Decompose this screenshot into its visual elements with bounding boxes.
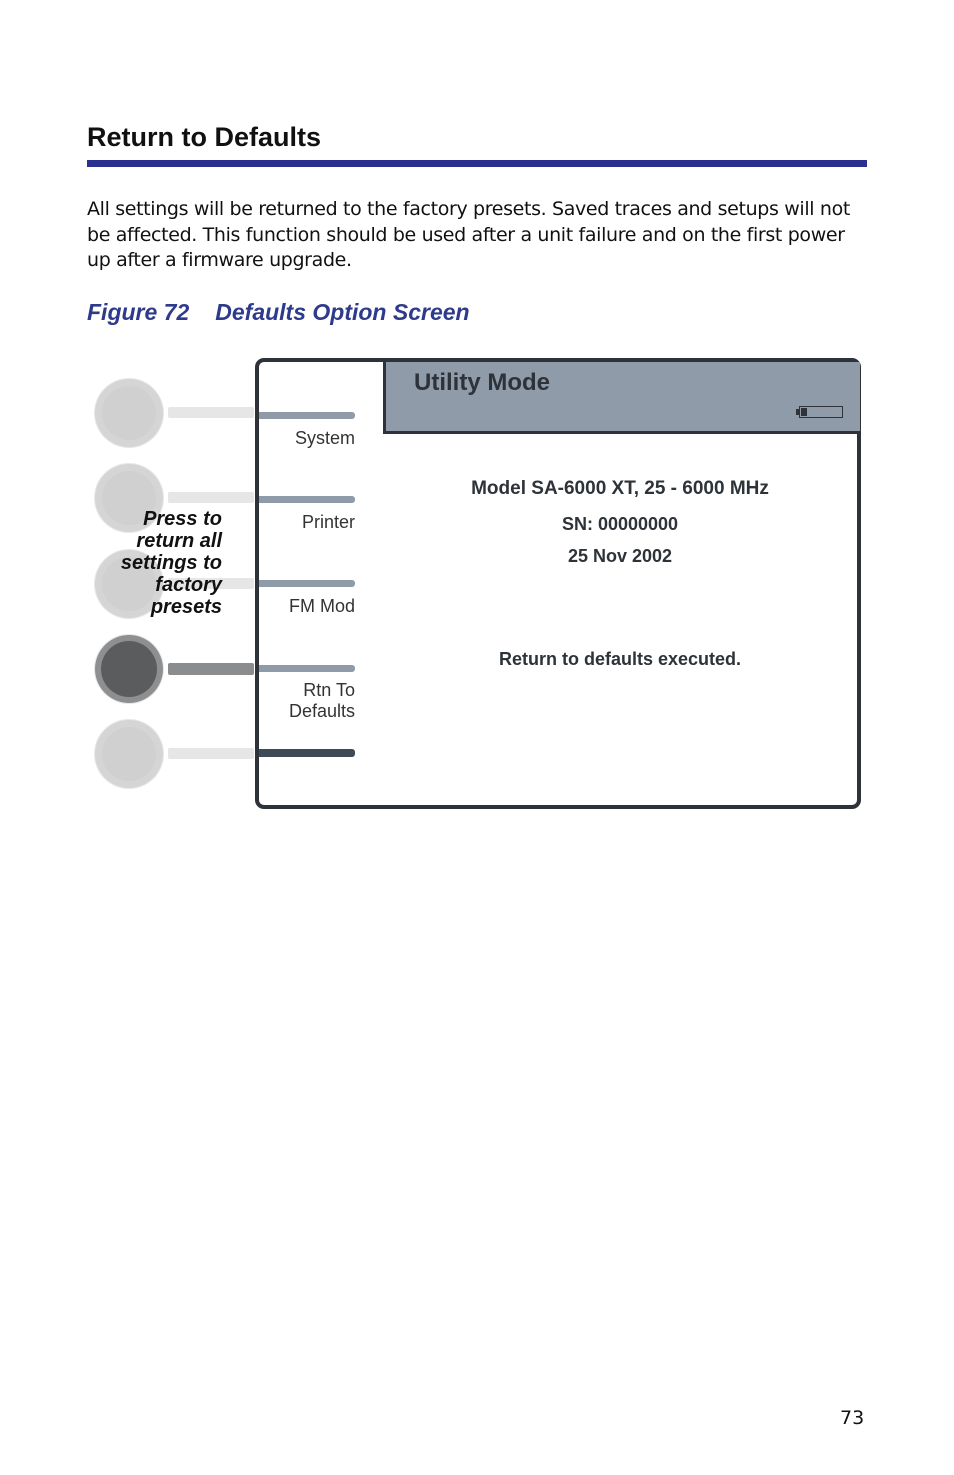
softkey-bar-5 — [259, 749, 355, 757]
bezel-connector-1 — [168, 407, 254, 418]
serial-line: SN: 00000000 — [561, 514, 679, 534]
bezel-button-rtn-to-defaults[interactable] — [95, 635, 163, 703]
status-message: Return to defaults executed. — [498, 649, 742, 669]
softkey-rtn-line2: Defaults — [288, 701, 355, 721]
softkey-system[interactable]: System — [294, 428, 355, 448]
bezel-connector-4 — [168, 663, 254, 675]
screen-header — [383, 362, 860, 434]
bezel-button-5[interactable] — [95, 720, 163, 788]
softkey-bar-printer — [259, 496, 355, 503]
bezel-connector-5 — [168, 748, 254, 759]
figure-caption-text: Defaults Option Screen — [215, 299, 470, 325]
section-title: Return to Defaults — [87, 122, 322, 152]
softkey-bar-rtn-to-defaults — [259, 665, 355, 672]
date-line: 25 Nov 2002 — [567, 546, 673, 566]
title-rule — [87, 160, 867, 167]
device-screen — [255, 358, 861, 809]
section-body: All settings will be returned to the factory presets. Saved traces and setups will not be affected. This function should be used after a unit failure and on the first power up after a firmware upgrade. — [87, 198, 850, 271]
softkey-rtn-to-defaults[interactable] — [289, 680, 355, 722]
figure-caption — [87, 299, 470, 326]
softkey-fm-mod[interactable]: FM Mod — [288, 596, 355, 616]
softkey-bar-system — [259, 412, 355, 419]
screen-title: Utility Mode — [414, 369, 550, 396]
bezel-connector-2 — [168, 492, 254, 503]
model-line: Model SA-6000 XT, 25 - 6000 MHz — [471, 478, 769, 499]
callout-text: Press to return all settings to factory presets — [120, 508, 222, 618]
softkey-printer[interactable]: Printer — [301, 512, 355, 532]
battery-icon — [799, 406, 843, 418]
page-number: 73 — [840, 1407, 865, 1429]
bezel-button-1[interactable] — [95, 379, 163, 447]
softkey-bar-fm-mod — [259, 580, 355, 587]
figure-number: Figure 72 — [87, 299, 190, 325]
softkey-rtn-line1: Rtn To — [303, 680, 355, 700]
